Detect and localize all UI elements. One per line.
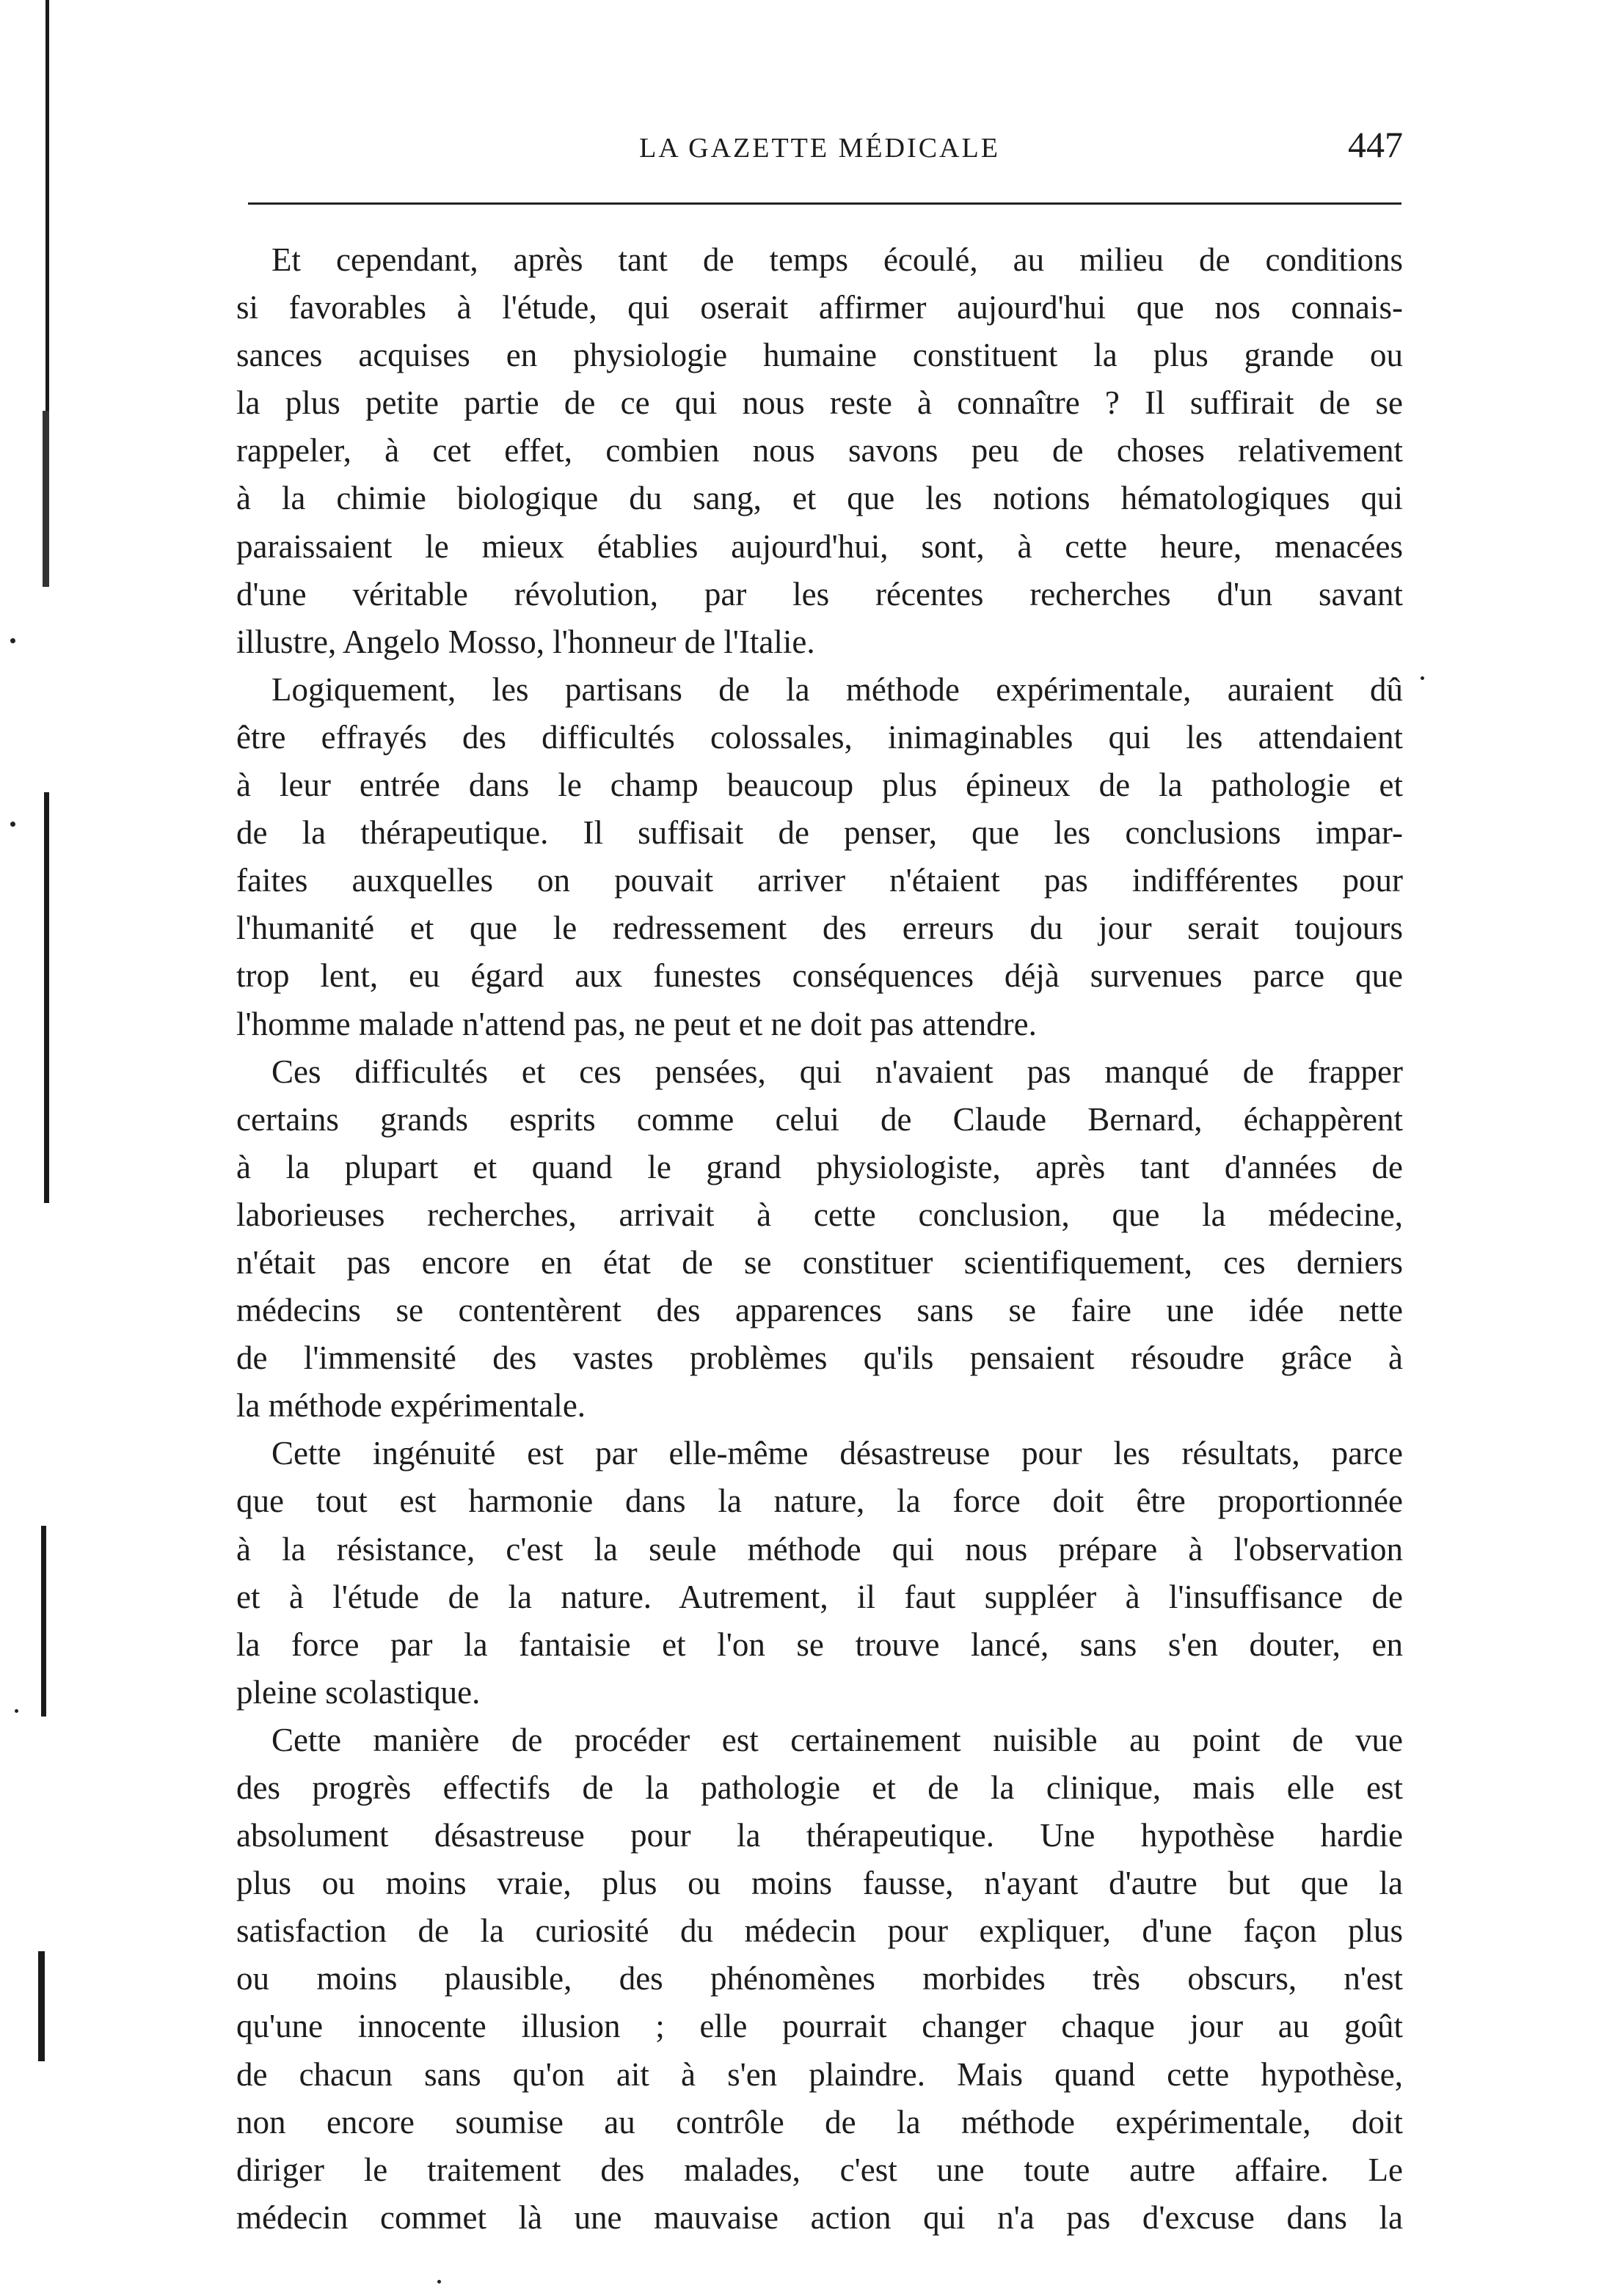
header-rule — [248, 202, 1401, 205]
text-line: qu'une innocente illusion ; elle pourrait changer chaque jour au goût — [236, 2008, 1403, 2045]
text-line: que tout est harmonie dans la nature, la force doit être proportionnée — [236, 1482, 1403, 1520]
text-line: des progrès effectifs de la pathologie et de la clinique, mais elle est — [236, 1769, 1403, 1806]
text-line: laborieuses recherches, arrivait à cette conclusion, que la médecine, — [236, 1196, 1403, 1233]
text-line: la méthode expérimentale. — [236, 1387, 586, 1425]
text-line: plus ou moins vraie, plus ou moins fausse, n'ayant d'autre but que la — [236, 1865, 1403, 1902]
text-line: non encore soumise au contrôle de la méthode expérimentale, doit — [236, 2103, 1403, 2140]
binding-edge-line — [43, 411, 49, 587]
text-line: la force par la fantaisie et l'on se trouve lancé, sans s'en douter, en — [236, 1626, 1403, 1663]
text-line: satisfaction de la curiosité du médecin pour expliquer, d'une façon plus — [236, 1912, 1403, 1950]
binding-edge-line — [41, 1526, 46, 1716]
page-header — [236, 123, 1403, 167]
text-line: de chacun sans qu'on ait à s'en plaindre. Mais quand cette hypothèse, — [236, 2055, 1403, 2093]
text-line: de l'immensité des vastes problèmes qu'ils pensaient résoudre grâce à — [236, 1339, 1403, 1377]
ink-speck — [15, 1709, 18, 1713]
text-line: à la chimie biologique du sang, et que les notions hématologiques qui — [236, 480, 1403, 517]
text-line: absolument désastreuse pour la thérapeutique. Une hypothèse hardie — [236, 1817, 1403, 1854]
body-text — [236, 236, 1403, 2242]
text-line: l'homme malade n'attend pas, ne peut et ne doit pas attendre. — [236, 1005, 1037, 1042]
text-line: trop lent, eu égard aux funestes conséquences déjà survenues parce que — [236, 957, 1403, 995]
ink-speck — [10, 822, 15, 827]
text-line: illustre, Angelo Mosso, l'honneur de l'Italie. — [236, 623, 815, 660]
binding-edge-line — [38, 1951, 45, 2061]
text-line: si favorables à l'étude, qui oserait affirmer aujourd'hui que nos connais- — [236, 289, 1403, 326]
text-line: d'une véritable révolution, par les récentes recherches d'un savant — [236, 575, 1403, 613]
text-line: être effrayés des difficultés colossales, inimaginables qui les attendaient — [236, 718, 1403, 756]
text-line: à la résistance, c'est la seule méthode qui nous prépare à l'observation — [236, 1530, 1403, 1568]
text-line: paraissaient le mieux établies aujourd'hui, sont, à cette heure, menacées — [236, 527, 1403, 565]
text-line: Et cependant, après tant de temps écoulé, au milieu de conditions — [271, 241, 1403, 278]
text-line: faites auxquelles on pouvait arriver n'étaient pas indifférentes pour — [236, 862, 1403, 899]
page-number: 447 — [1348, 124, 1403, 165]
text-line: Cette ingénuité est par elle-même désastreuse pour les résultats, parce — [271, 1435, 1403, 1472]
text-line: de la thérapeutique. Il suffisait de penser, que les conclusions impar- — [236, 814, 1403, 852]
ink-speck — [1421, 676, 1424, 680]
text-line: n'était pas encore en état de se constituer scientifiquement, ces derniers — [236, 1243, 1403, 1281]
text-line: sances acquises en physiologie humaine constituent la plus grande ou — [236, 337, 1403, 374]
ink-speck — [437, 2280, 441, 2284]
text-line: Logiquement, les partisans de la méthode expérimentale, auraient dû — [271, 670, 1403, 708]
text-line: à leur entrée dans le champ beaucoup plus épineux de la pathologie et — [236, 767, 1403, 804]
text-line: rappeler, à cet effet, combien nous savons peu de choses relativement — [236, 432, 1403, 469]
text-line: Cette manière de procéder est certainement nuisible au point de vue — [271, 1721, 1403, 1758]
ink-speck — [10, 638, 15, 643]
text-line: à la plupart et quand le grand physiologiste, après tant d'années de — [236, 1148, 1403, 1185]
text-line: la plus petite partie de ce qui nous reste à connaître ? Il suffirait de se — [236, 384, 1403, 422]
text-line: et à l'étude de la nature. Autrement, il faut suppléer à l'insuffisance de — [236, 1578, 1403, 1615]
text-line: pleine scolastique. — [236, 1673, 481, 1711]
running-title: LA GAZETTE MÉDICALE — [639, 133, 1000, 164]
text-line: Ces difficultés et ces pensées, qui n'avaient pas manqué de frapper — [271, 1053, 1403, 1090]
binding-edge — [0, 0, 66, 2296]
text-line: médecin commet là une mauvaise action qui n'a pas d'excuse dans la — [236, 2198, 1403, 2236]
text-line: médecins se contentèrent des apparences sans se faire une idée nette — [236, 1292, 1403, 1329]
text-line: l'humanité et que le redressement des erreurs du jour serait toujours — [236, 910, 1403, 947]
text-line: diriger le traitement des malades, c'est une toute autre affaire. Le — [236, 2151, 1403, 2188]
binding-edge-line — [44, 792, 49, 1203]
text-line: certains grands esprits comme celui de Claude Bernard, échappèrent — [236, 1100, 1403, 1138]
text-line: ou moins plausible, des phénomènes morbides très obscurs, n'est — [236, 1960, 1403, 1997]
